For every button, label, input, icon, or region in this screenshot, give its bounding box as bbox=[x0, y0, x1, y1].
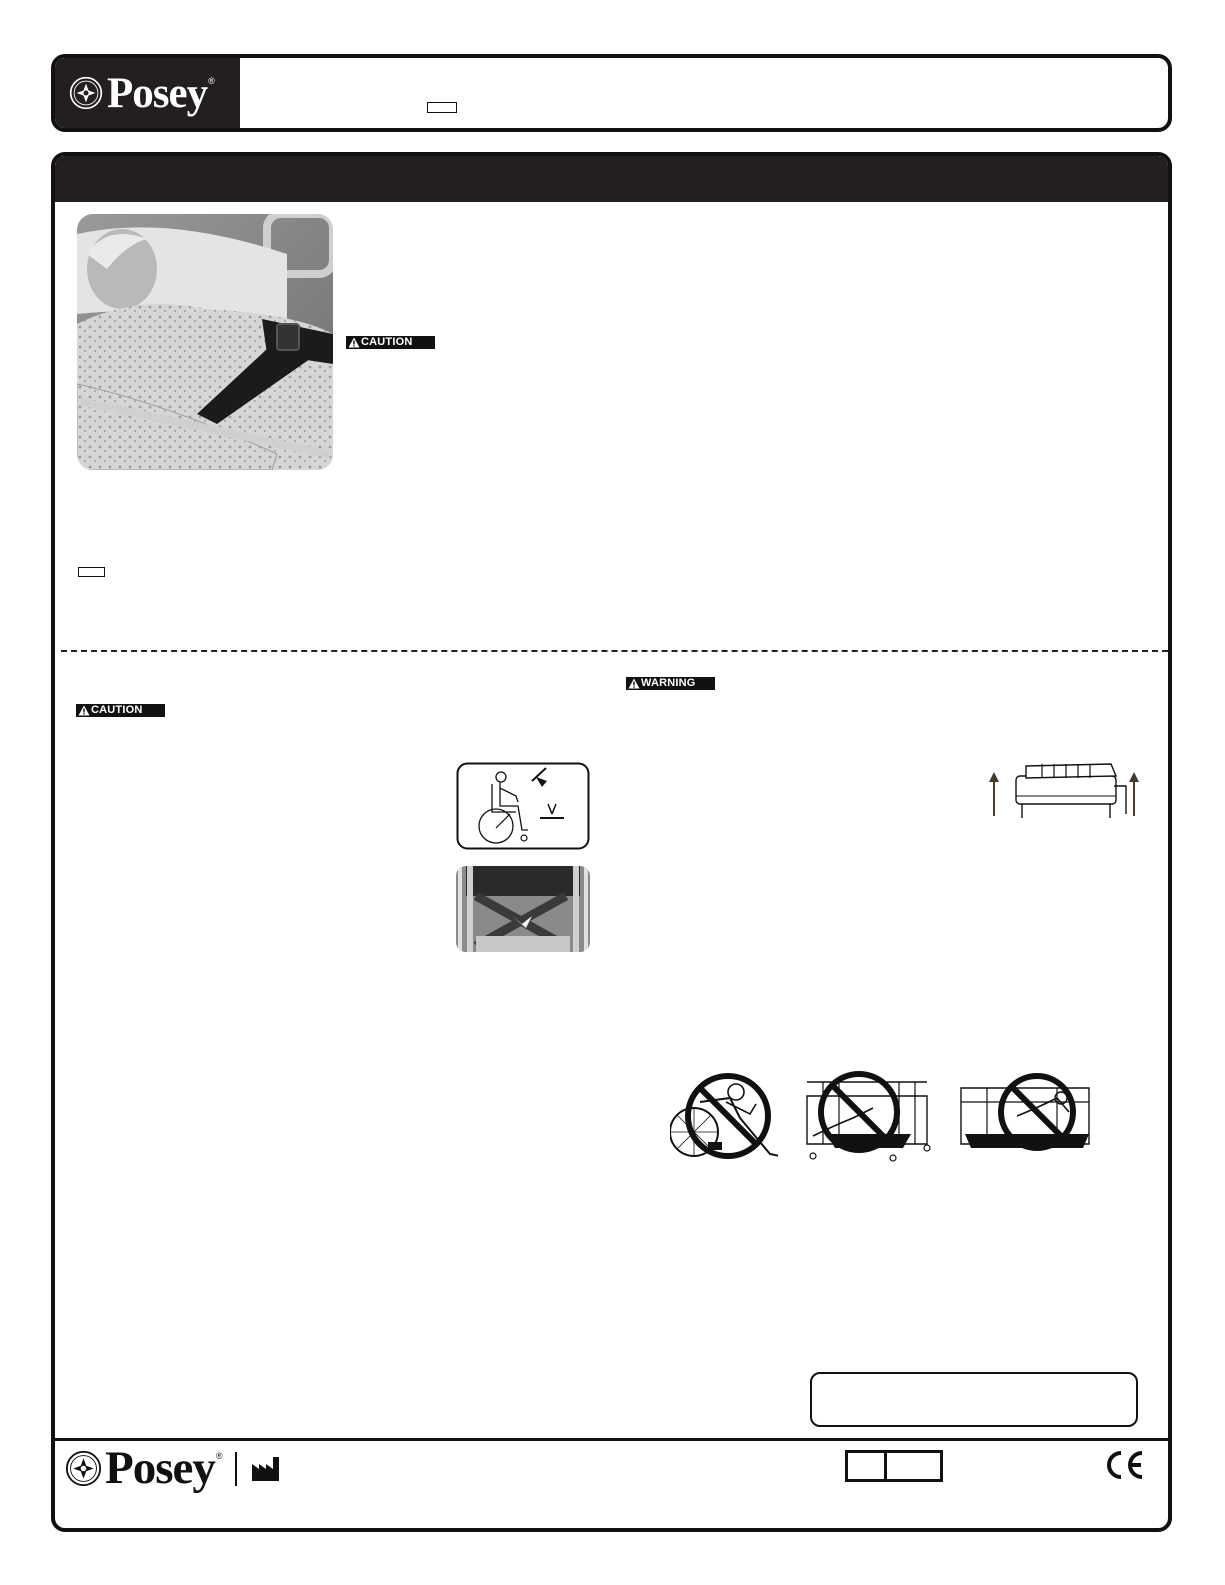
no-wheelchair-tip-figure bbox=[670, 1068, 778, 1164]
warning-triangle-icon bbox=[78, 705, 90, 716]
ce-mark-icon bbox=[1103, 1450, 1145, 1480]
warning-badge bbox=[626, 677, 715, 690]
warning-triangle-icon bbox=[348, 337, 360, 348]
footer-brand: Posey bbox=[105, 1442, 215, 1494]
bed-lift-diagram bbox=[986, 756, 1142, 826]
footer-registered-mark: ® bbox=[215, 1451, 223, 1461]
footer-logo bbox=[65, 1442, 283, 1494]
patient-belt-photo bbox=[77, 214, 333, 470]
caution-label-top: CAUTION bbox=[361, 336, 413, 348]
small-symbol-box bbox=[78, 567, 105, 577]
caution-badge-top bbox=[346, 336, 435, 349]
ref-symbol-box bbox=[845, 1450, 943, 1482]
posey-seal-icon bbox=[65, 1450, 102, 1487]
header-logo bbox=[55, 58, 240, 128]
title-band bbox=[55, 156, 1168, 202]
no-bed-slide-figure bbox=[957, 1068, 1097, 1164]
posey-seal-icon bbox=[69, 76, 103, 110]
main-frame bbox=[51, 152, 1172, 1532]
header-brand: Posey bbox=[107, 69, 208, 117]
header-symbol-box bbox=[427, 102, 457, 113]
footer-vertical-rule bbox=[235, 1452, 237, 1486]
warning-label: WARNING bbox=[641, 677, 696, 689]
wheelchair-angle-diagram bbox=[456, 762, 590, 850]
no-bed-under-rail-figure bbox=[803, 1068, 935, 1164]
caution-label-left: CAUTION bbox=[91, 704, 143, 716]
footer-rule bbox=[55, 1438, 1168, 1441]
info-box bbox=[810, 1372, 1138, 1427]
ref-box-divider bbox=[884, 1453, 887, 1479]
wheelchair-strap-photo bbox=[456, 866, 590, 952]
dashed-divider bbox=[61, 650, 1168, 652]
caution-badge-left bbox=[76, 704, 165, 717]
header-frame bbox=[51, 54, 1172, 132]
manufacturer-factory-icon bbox=[251, 1456, 283, 1482]
warning-triangle-icon bbox=[628, 678, 640, 689]
header-registered-mark: ® bbox=[208, 76, 215, 86]
